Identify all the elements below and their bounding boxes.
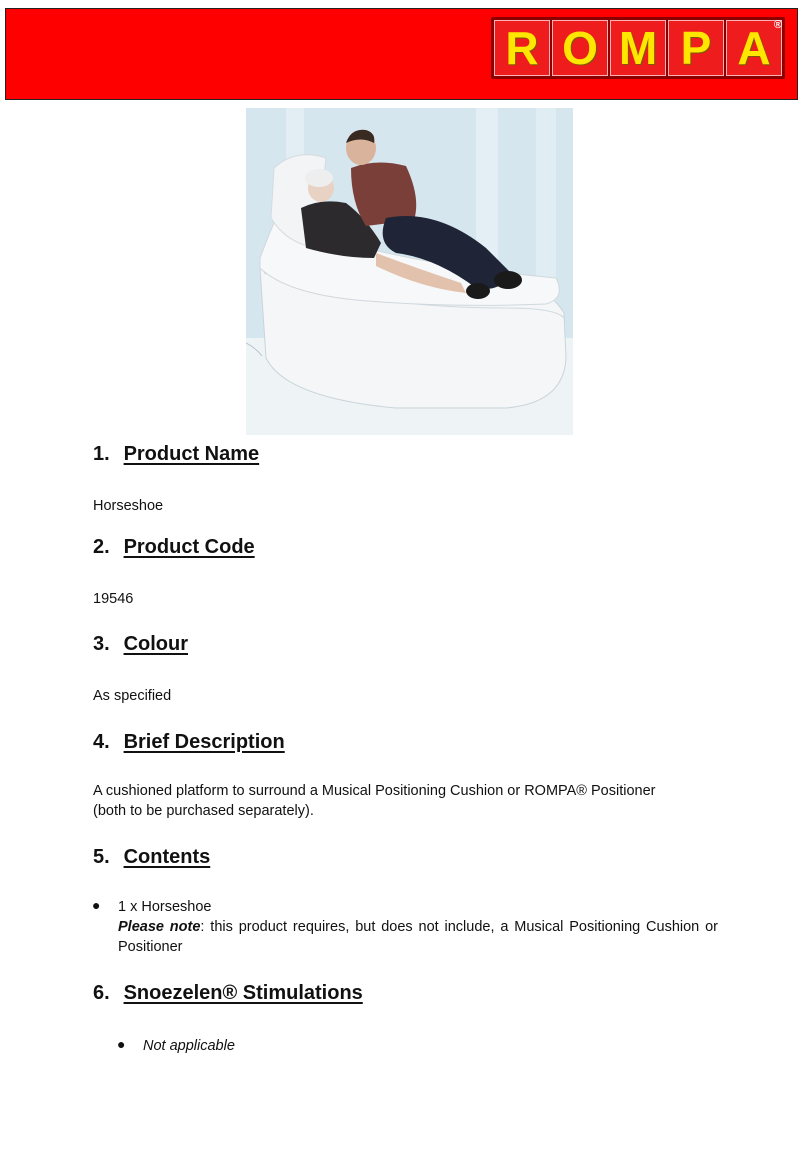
product-name-value: Horseshoe [93,498,164,514]
section-number: 3. [93,633,110,655]
logo-letter: O [552,20,608,76]
colour-value: As specified [93,688,172,704]
bullet-icon: ● [92,897,101,913]
note-text: : this product requires, but does not include, a Musical Positioning Cushion or Positioner [118,919,718,955]
section-number: 4. [93,731,110,753]
section-heading-contents [93,846,210,869]
logo-letter: M [610,20,666,76]
section-number: 6. [93,982,110,1004]
section-title: Product Code [123,536,255,558]
note-label: Please note [118,919,201,935]
section-title: Snoezelen® Stimulations [123,982,363,1004]
section-heading-product-name [93,443,259,466]
bullet-icon: ● [117,1036,126,1052]
snoezelen-item: Not applicable [143,1038,235,1054]
section-title: Product Name [123,443,260,465]
contents-item: 1 x Horseshoe [118,899,212,915]
logo-letter: R [494,20,550,76]
header-band [5,8,798,100]
section-heading-product-code [93,536,255,559]
contents-note [118,917,718,957]
rompa-logo [491,17,785,79]
section-number: 5. [93,846,110,868]
description-line-2: (both to be purchased separately). [93,803,314,819]
description-line-1: A cushioned platform to surround a Musical Positioning Cushion or ROMPA® Positioner [93,783,656,799]
section-heading-brief-description [93,731,285,754]
logo-letter: A [726,20,782,76]
section-title: Colour [123,633,188,655]
section-title: Brief Description [123,731,285,753]
logo-letter: P [668,20,724,76]
registered-mark: ® [773,19,782,31]
product-code-value: 19546 [93,591,134,607]
section-number: 2. [93,536,110,558]
section-title: Contents [123,846,211,868]
product-photo-illustration [246,108,573,435]
section-number: 1. [93,443,110,465]
product-photo [246,108,573,435]
section-heading-colour [93,633,188,656]
section-heading-snoezelen [93,982,363,1005]
